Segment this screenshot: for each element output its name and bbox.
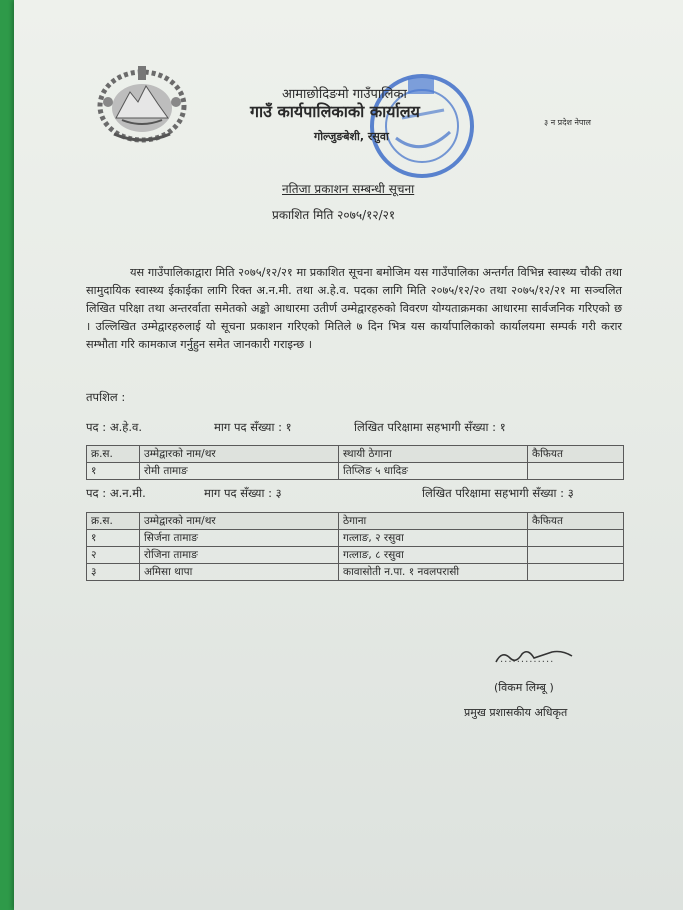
- table-row: [87, 463, 624, 480]
- cell-address: गत्लाङ, ८ रसुवा: [339, 547, 528, 564]
- signer-title: प्रमुख प्रशासकीय अधिकृत: [464, 706, 568, 719]
- cell-address: गत्लाङ, २ रसुवा: [339, 530, 528, 547]
- post1-participants: लिखित परिक्षामा सहभागी सँख्या : १: [354, 420, 506, 434]
- notice-subject: नतिजा प्रकाशन सम्बन्धी सूचना: [282, 182, 415, 196]
- cell-remarks: [528, 463, 624, 480]
- details-label: तपशिल :: [86, 390, 126, 404]
- nepal-emblem-icon: [94, 62, 190, 144]
- post2-participants: लिखित परिक्षामा सहभागी सँख्या : ३: [422, 486, 574, 500]
- post2-demand: माग पद सँख्या : ३: [204, 486, 282, 500]
- cell-remarks: [528, 530, 624, 547]
- cell-remarks: [528, 564, 624, 581]
- col-remarks: कैफियत: [528, 513, 624, 530]
- post1-results-table: [86, 445, 624, 480]
- table-row: [87, 530, 624, 547]
- cell-sn: १: [87, 463, 140, 480]
- signature-line: .............: [500, 654, 555, 665]
- cell-name: सिर्जना तामाङ: [140, 530, 339, 547]
- col-remarks: कैफियत: [528, 446, 624, 463]
- post1-demand: माग पद सँख्या : १: [214, 420, 292, 434]
- col-name: उम्मेद्वारको नाम/थर: [140, 446, 339, 463]
- post1-name: पद : अ.हे.व.: [86, 420, 143, 434]
- notice-paper: [14, 0, 683, 910]
- table-header-row: [87, 513, 624, 530]
- cell-address: तिप्लिङ ५ धादिङ: [339, 463, 528, 480]
- cell-name: रोजिना तामाङ: [140, 547, 339, 564]
- office-name: गाउँ कार्यपालिकाको कार्यालय: [250, 102, 420, 121]
- table-row: [87, 564, 624, 581]
- published-date: प्रकाशित मिति २०७५/१२/२१: [272, 208, 396, 222]
- cell-sn: २: [87, 547, 140, 564]
- col-address: ठेगाना: [339, 513, 528, 530]
- province-note: ३ न प्रदेश नेपाल: [544, 118, 591, 127]
- post2-name: पद : अ.न.मी.: [86, 486, 146, 500]
- col-sn: क्र.स.: [87, 513, 140, 530]
- cell-name: रोमी तामाङ: [140, 463, 339, 480]
- cell-sn: ३: [87, 564, 140, 581]
- office-address: गोल्जुङबेशी, रसुवा: [314, 130, 389, 143]
- notice-body: यस गाउँपालिकाद्वारा मिति २०७५/१२/२१ मा प्रकाशित सूचना बमोजिम यस गाउँपालिका अन्तर्गत विभिन्न स्वास्थ्य चौकी तथा सामुदायिक स्वास्थ्य ईकाईका लागि रिक्त अ.न.मी. तथा अ.हे.व. पदका लागि मिति २०७५/१२/२० तथा २०७५/१२/२१ मा सञ्चलित लिखित परिक्षा तथा अन्तरर्वाता समेतको अङ्को आधारमा उतीर्ण उम्मेद्वारहरुको विवरण योग्यताक्रमका आधारमा सार्वजनिक गरिएको छ । उल्लिखित उम्मेद्वारहरुलाई यो सूचना प्रकाशन गरिएको मितिले ७ दिन भित्र यस कार्यापालिकाको कार्यालयमा सम्पर्क गरी करार सम्भौता गरि कामकाज गर्नुहुन समेत जानकारी गराइन्छ ।: [86, 266, 622, 351]
- cell-remarks: [528, 547, 624, 564]
- table-row: [87, 547, 624, 564]
- col-sn: क्र.स.: [87, 446, 140, 463]
- post2-results-table: [86, 512, 624, 581]
- signer-name: (विकम लिम्बू ): [494, 681, 554, 694]
- col-name: उम्मेद्वारको नाम/थर: [140, 513, 339, 530]
- table-header-row: [87, 446, 624, 463]
- cell-name: अमिसा थापा: [140, 564, 339, 581]
- col-address: स्थायी ठेगाना: [339, 446, 528, 463]
- municipality-name: आमाछोदिङमो गाउँपालिका: [282, 87, 407, 102]
- cell-address: कावासोती न.पा. १ नवलपरासी: [339, 564, 528, 581]
- cell-sn: १: [87, 530, 140, 547]
